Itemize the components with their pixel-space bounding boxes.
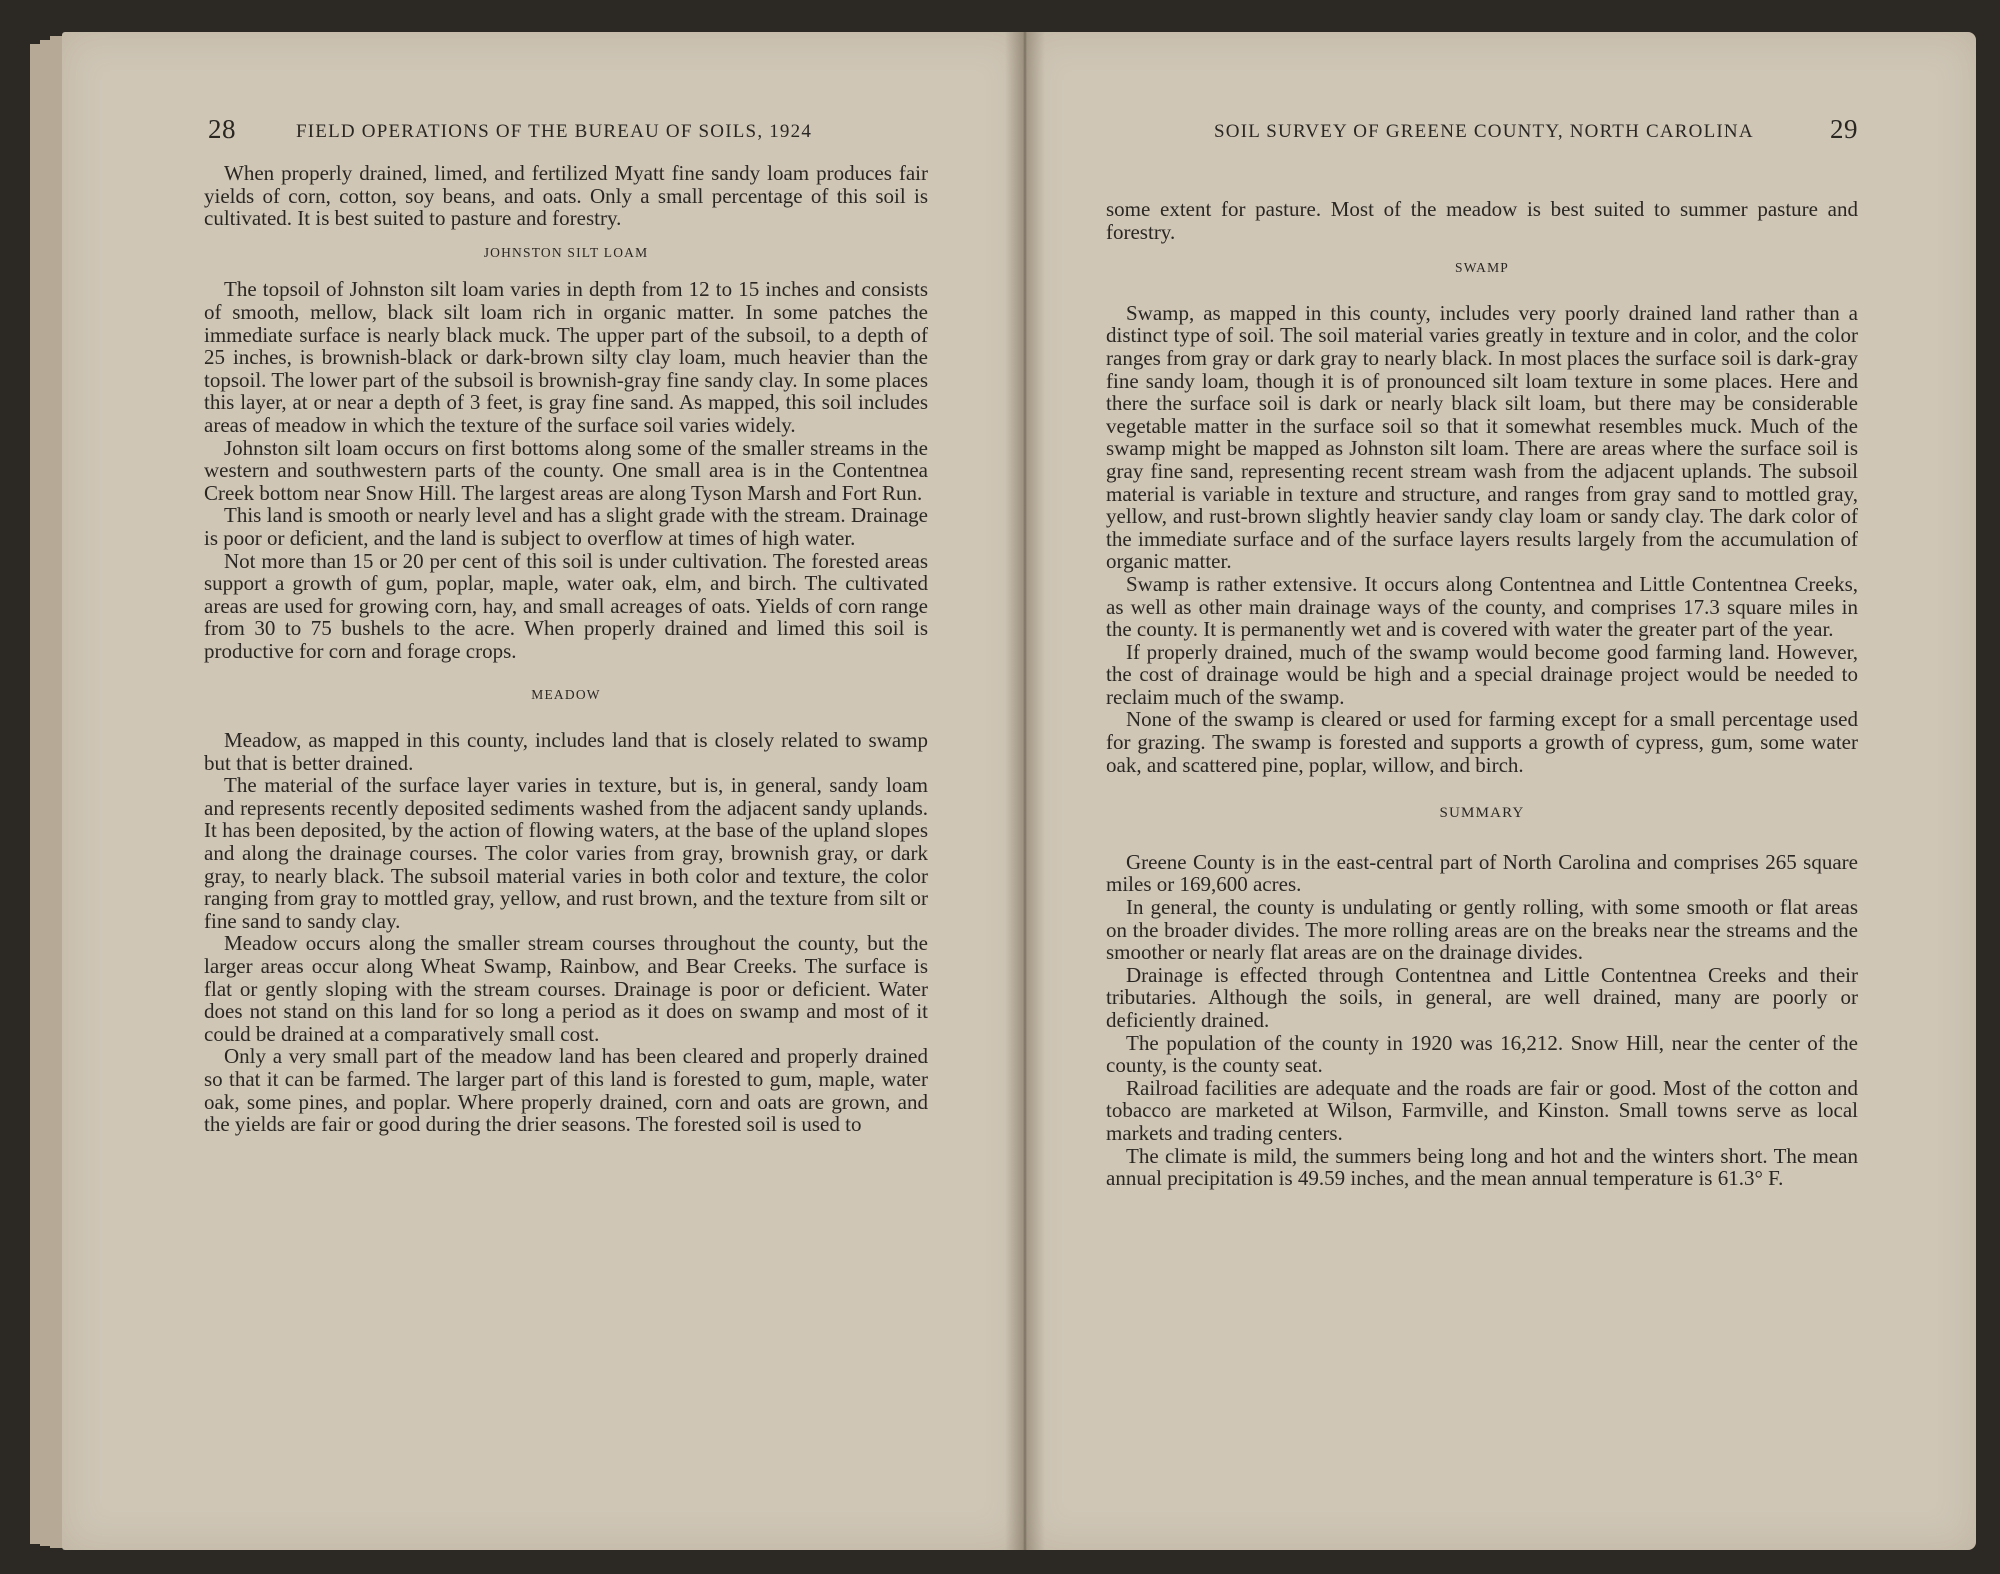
paragraph: Only a very small part of the meadow land has been cleared and properly drained so that it can be farmed. The larger part of this land is forested to gum, maple, water oak, some pines, and poplar. Where properly drained, corn and oats are grown, and the yields are fair or good during the drier seasons. The forested soil is used to [204,1044,928,1137]
paragraph: Meadow, as mapped in this county, includes land that is closely related to swamp but that is better drained. [204,728,928,775]
paragraph: The material of the surface layer varies in texture, but is, in general, sandy loam and represents recently deposited sediments washed from the adjacent sandy uplands. It has been deposited, by the action of flowing waters, at the base of the upland slopes and along the drainage courses. The color varies from gray, brownish gray, or dark gray, to nearly black. The subsoil material varies in both color and texture, the color ranging from gray to mottled gray, yellow, and rust brown, and the texture from silt or fine sand to sandy clay. [204,773,928,933]
paragraph: Not more than 15 or 20 per cent of this soil is under cultivation. The forested areas support a growth of gum, poplar, maple, water oak, elm, and birch. The cultivated areas are used for growing corn, hay, and small acreages of oats. Yields of corn range from 30 to 75 bushels to the acre. When properly drained and limed this soil is productive for corn and forage crops. [204,548,928,663]
paragraph: The topsoil of Johnston silt loam varies in depth from 12 to 15 inches and consists of smooth, mellow, black silt loam rich in organic matter. In some patches the immediate surface is nearly black muck. The upper part of the subsoil, to a depth of 25 inches, is brownish-black or dark-brown silty clay loam, much heavier than the topsoil. The lower part of the subsoil is brownish-gray fine sandy clay. In some places this layer, at or near a depth of 3 feet, is gray fine sand. As mapped, this soil includes areas of meadow in which the texture of the surface soil varies widely. [204,277,928,437]
page-number: 28 [208,114,236,144]
left-text-column [204,162,928,1136]
paragraph: The climate is mild, the summers being long and hot and the winters short. The mean annual precipitation is 49.59 inches, and the mean annual temperature is 61.3° F. [1106,1143,1858,1191]
section-heading-summary: SUMMARY [1439,805,1525,822]
paragraph: Swamp is rather extensive. It occurs along Contentnea and Little Contentnea Creeks, as well as other main drainage ways of the county, and comprises 17.3 square miles in the county. It is permanently wet and is covered with water the greater part of the year. [1106,571,1858,642]
book-gutter [1005,32,1045,1550]
section-heading-swamp: SWAMP [1454,260,1509,276]
paragraph: This land is smooth or nearly level and has a slight grade with the stream. Drainage is poor or deficient, and the land is subject to overflow at times of high water. [204,503,928,550]
paragraph: Meadow occurs along the smaller stream courses throughout the county, but the larger areas occur along Wheat Swamp, Rainbow, and Bear Creeks. The surface is flat or gently sloping with the stream courses. Drainage is poor or deficient. Water does not stand on this land for so long a period as it does on swamp and most of it could be drained at a comparatively small cost. [204,931,928,1046]
right-page [1024,32,1976,1550]
running-head: FIELD OPERATIONS OF THE BUREAU OF SOILS, 1924 [296,121,813,142]
paragraph: If properly drained, much of the swamp would become good farming land. However, the cost of drainage would be high and a special drainage project would be needed to reclaim much of the swamp. [1106,639,1858,709]
paragraph: When properly drained, limed, and fertilized Myatt fine sandy loam produces fair yields of corn, cotton, soy beans, and oats. Only a small percentage of this soil is cultivated. It is best suited to pasture and forestry. [204,161,928,231]
paragraph: Greene County is in the east-central part of North Carolina and comprises 265 square miles or 169,600 acres. [1106,849,1858,897]
paragraph: Johnston silt loam occurs on first bottoms along some of the smaller streams in the western and southwestern parts of the county. One small area is in the Contentnea Creek bottom near Snow Hill. The largest areas are along Tyson Marsh and Fort Run. [204,435,928,505]
left-page [62,32,1024,1550]
section-heading-johnston: JOHNSTON SILT LOAM [483,244,649,260]
paragraph: some extent for pasture. Most of the meadow is best suited to summer pasture and forestry. [1106,197,1858,244]
paragraph: In general, the county is undulating or gently rolling, with some smooth or flat areas on the broader divides. The more rolling areas are on the breaks near the streams and the smoother or nearly flat areas are on the drainage divides. [1106,895,1858,965]
paragraph: None of the swamp is cleared or used for farming except for a small percentage used for grazing. The swamp is forested and supports a growth of cypress, gum, some water oak, and scattered pine, poplar, willow, and birch. [1106,707,1858,777]
paragraph: Swamp, as mapped in this county, includes very poorly drained land rather than a distinct type of soil. The soil material varies greatly in texture and in color, and the color ranges from gray or dark gray to nearly black. In most places the surface soil is dark-gray fine sandy loam, though it is of pronounced silt loam texture in some places. Here and there the surface soil is dark or nearly black silt loam, but there may be considerable vegetable matter in the surface soil so that it somewhat resembles muck. Much of the swamp might be mapped as Johnston silt loam. There are areas where the surface soil is gray fine sand, representing recent stream wash from the adjacent uplands. The subsoil material is variable in texture and structure, and ranges from gray sand to mottled gray, yellow, and rust-brown slightly heavier sandy clay loam or sandy clay. The dark color of the immediate surface and of the surface layers results largely from the accumulation of organic matter. [1106,300,1858,574]
page-number: 29 [1830,114,1858,144]
right-text-column [1106,198,1858,1190]
running-head: SOIL SURVEY OF GREENE COUNTY, NORTH CAROLINA [1214,121,1754,142]
paragraph: The population of the county in 1920 was 16,212. Snow Hill, near the center of the county, is the county seat. [1106,1030,1858,1078]
paragraph: Railroad facilities are adequate and the roads are fair or good. Most of the cotton and tobacco are marketed at Wilson, Farmville, and Kinston. Small towns serve as local markets and trading centers. [1106,1075,1858,1145]
paragraph: Drainage is effected through Contentnea and Little Contentnea Creeks and their tributaries. Although the soils, in general, are well drained, many are poorly or deficiently drained. [1106,962,1858,1032]
section-heading-meadow: MEADOW [531,687,601,703]
